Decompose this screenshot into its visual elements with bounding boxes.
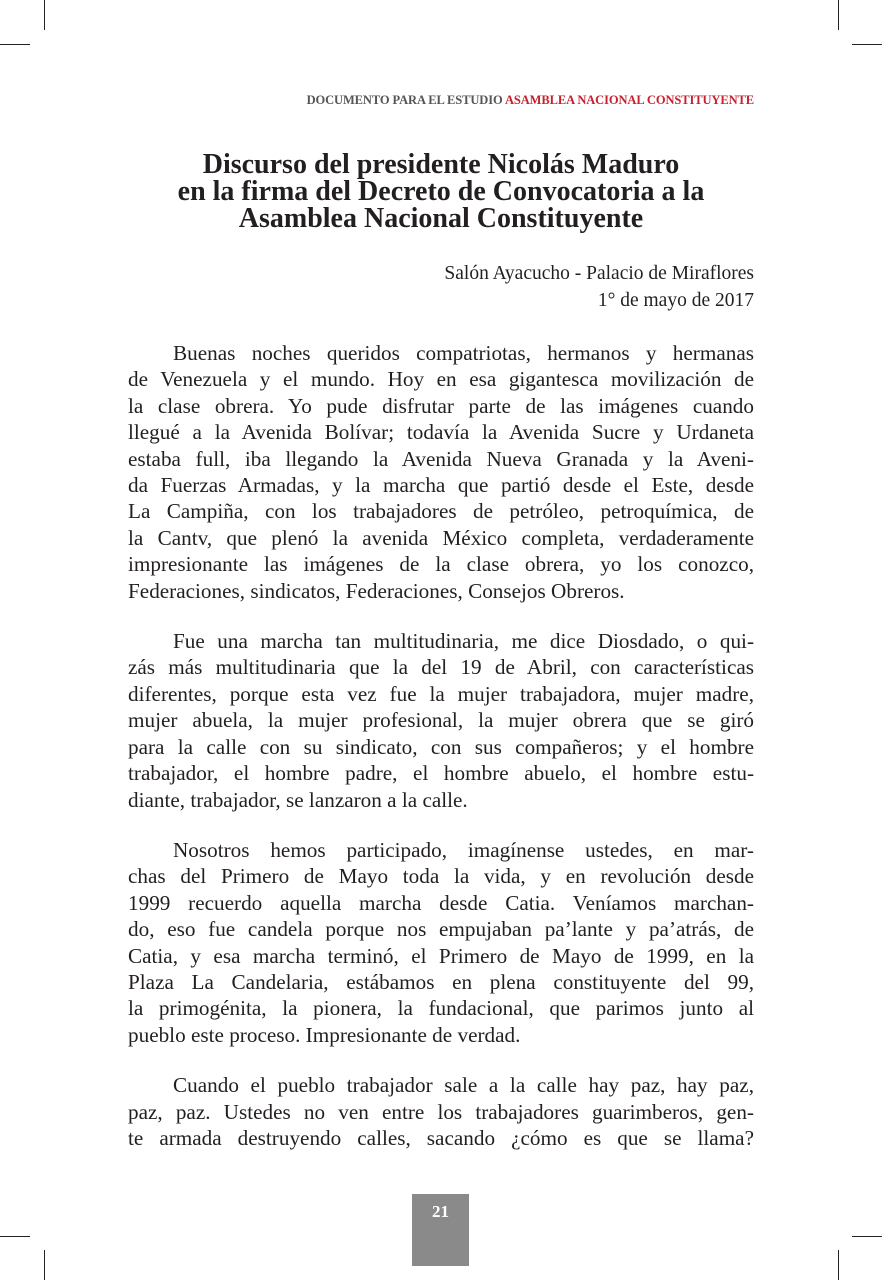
document-title xyxy=(100,151,782,232)
text-line: zás más multitudinaria que la del 19 de Abril, con características xyxy=(128,655,754,680)
text-line: impresionante las imágenes de la clase obrera, yo los conozco, xyxy=(128,552,754,577)
text-line: Federaciones, sindicatos, Federaciones, Consejos Obreros. xyxy=(128,578,625,603)
paragraph xyxy=(128,628,754,813)
text-line: la Cantv, que plenó la avenida México completa, verdaderamente xyxy=(128,525,754,550)
text-line: la clase obrera. Yo pude disfrutar parte de las imágenes cuando xyxy=(128,393,754,418)
paragraph xyxy=(128,1072,754,1151)
text-line: para la calle con su sindicato, con sus compañeros; y el hombre xyxy=(128,734,754,759)
text-line: da Fuerzas Armadas, y la marcha que partió desde el Este, desde xyxy=(128,473,754,498)
text-line: chas del Primero de Mayo toda la vida, y en revolución desde xyxy=(128,864,754,889)
text-line: de Venezuela y el mundo. Hoy en esa gigantesca movilización de xyxy=(128,367,754,392)
crop-mark xyxy=(44,1250,45,1280)
paragraph xyxy=(128,837,754,1048)
text-line: estaba full, iba llegando la Avenida Nueva Granada y la Aveni- xyxy=(128,446,754,471)
text-line: trabajador, el hombre padre, el hombre abuelo, el hombre estu- xyxy=(128,761,754,786)
text-line: Cuando el pueblo trabajador sale a la calle hay paz, hay paz, xyxy=(173,1073,754,1098)
crop-mark xyxy=(0,44,30,45)
text-line: diante, trabajador, se lanzaron a la calle. xyxy=(128,787,468,812)
date-line: 1° de mayo de 2017 xyxy=(597,290,754,311)
text-line: la primogénita, la pionera, la fundacional, que parimos junto al xyxy=(128,996,754,1021)
text-line: Catia, y esa marcha terminó, el Primero de Mayo de 1999, en la xyxy=(128,943,754,968)
text-line: diferentes, porque esta vez fue la mujer trabajadora, mujer madre, xyxy=(128,681,754,706)
text-line: Fue una marcha tan multitudinaria, me dice Diosdado, o qui- xyxy=(173,629,754,654)
title-line: Asamblea Nacional Constituyente xyxy=(238,203,644,234)
text-line: Nosotros hemos participado, imagínense ustedes, en mar- xyxy=(173,837,754,862)
crop-mark xyxy=(852,1236,882,1237)
text-line: Buenas noches queridos compatriotas, hermanos y hermanas xyxy=(173,341,754,365)
crop-mark xyxy=(838,1250,839,1280)
place-line: Salón Ayacucho - Palacio de Miraflores xyxy=(444,263,754,284)
text-line: paz, paz. Ustedes no ven entre los trabajadores guarimberos, gen- xyxy=(128,1099,754,1124)
text-line: pueblo este proceso. Impresionante de verdad. xyxy=(128,1022,521,1047)
text-line: do, eso fue candela porque nos empujaban pa’lante y pa’atrás, de xyxy=(128,917,754,942)
paragraph xyxy=(128,340,754,604)
text-line: Plaza La Candelaria, estábamos en plena constituyente del 99, xyxy=(128,969,754,994)
text-line: te armada destruyendo calles, sacando ¿cómo es que se llama? xyxy=(128,1125,754,1150)
body-text xyxy=(128,340,754,1175)
header-highlight: ASAMBLEA NACIONAL CONSTITUYENTE xyxy=(504,93,754,107)
text-line: mujer abuela, la mujer profesional, la mujer obrera que se giró xyxy=(128,708,754,733)
title-line: Discurso del presidente Nicolás Maduro xyxy=(202,149,680,180)
text-line: La Campiña, con los trabajadores de petróleo, petroquímica, de xyxy=(128,499,754,524)
place-date xyxy=(128,260,754,314)
text-line: llegué a la Avenida Bolívar; todavía la Avenida Sucre y Urdaneta xyxy=(128,420,754,445)
crop-mark xyxy=(852,44,882,45)
crop-mark xyxy=(44,0,45,30)
title-line: en la firma del Decreto de Convocatoria a la xyxy=(177,176,705,207)
running-header xyxy=(0,93,754,108)
header-prefix: DOCUMENTO PARA EL ESTUDIO xyxy=(306,93,503,107)
text-line: 1999 recuerdo aquella marcha desde Catia. Veníamos marchan- xyxy=(128,890,754,915)
crop-mark xyxy=(838,0,839,30)
page-number: 21 xyxy=(412,1194,469,1266)
crop-mark xyxy=(0,1236,30,1237)
